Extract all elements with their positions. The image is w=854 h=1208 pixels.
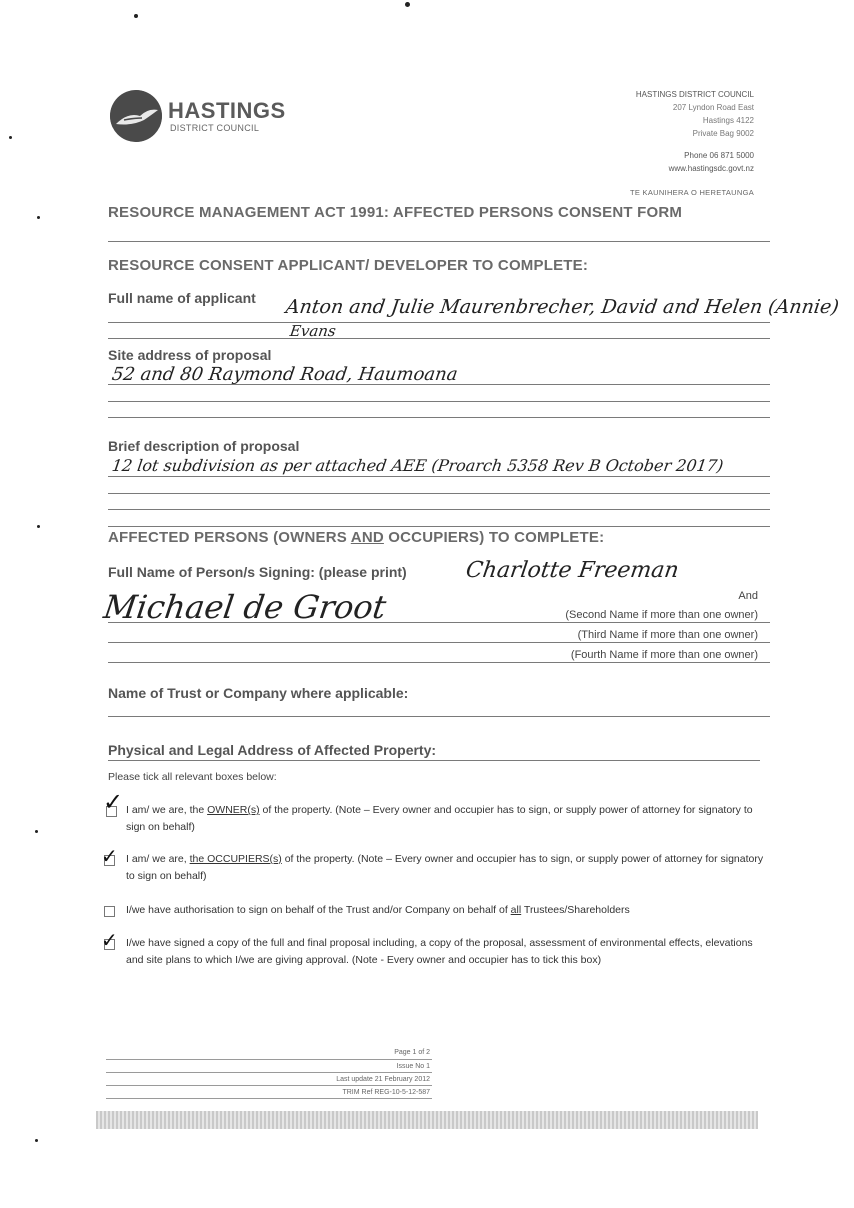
property-address-label: Physical and Legal Address of Affected Property: — [108, 742, 437, 758]
tick-instructions: Please tick all relevant boxes below: — [108, 771, 277, 783]
field-line — [108, 716, 770, 717]
second-name-caption: (Second Name if more than one owner) — [565, 609, 758, 621]
signer-signature[interactable]: Michael de Groot — [101, 588, 389, 626]
tick-mark-occupier: ✓ — [101, 844, 118, 868]
trust-option-text: I/we have authorisation to sign on behalf of the Trust and/or Company on behalf of all Trustees/Shareholders — [126, 904, 630, 916]
field-line — [108, 476, 770, 477]
scan-artifact-bar — [96, 1111, 758, 1129]
footer-updated: Last update 21 February 2012 — [336, 1076, 430, 1083]
divider — [108, 241, 770, 242]
field-line — [108, 417, 770, 418]
field-line — [108, 338, 770, 339]
council-contact — [636, 88, 754, 175]
applicant-name-value-cont[interactable]: Evans — [288, 322, 337, 340]
footer-line — [106, 1072, 432, 1073]
field-line — [108, 526, 770, 527]
applicant-section-heading: RESOURCE CONSENT APPLICANT/ DEVELOPER TO COMPLETE: — [108, 257, 589, 274]
scan-speck — [35, 1139, 38, 1142]
applicant-name-value[interactable]: Anton and Julie Maurenbrecher, David and Helen (Annie) — [284, 296, 841, 318]
field-line — [108, 662, 770, 663]
council-website: www.hastingsdc.govt.nz — [668, 164, 754, 173]
third-name-caption: (Third Name if more than one owner) — [577, 629, 758, 641]
tick-mark-owner: ✓ — [103, 788, 124, 816]
trust-authority-checkbox[interactable] — [104, 906, 115, 917]
logo-subtitle: DISTRICT COUNCIL — [170, 123, 260, 133]
field-line — [108, 493, 770, 494]
affected-section-heading: AFFECTED PERSONS (OWNERS AND OCCUPIERS) TO COMPLETE: — [108, 529, 605, 546]
scan-speck — [9, 136, 12, 139]
address-line: Private Bag 9002 — [692, 129, 754, 138]
logo-name: HASTINGS — [168, 98, 286, 123]
bird-icon — [110, 90, 162, 142]
owner-option-text: I am/ we are, the OWNER(s) of the property. (Note – Every owner and occupier has to sign, or supply power of attorney for signatory to sign on behalf) — [126, 804, 753, 833]
council-name: HASTINGS DISTRICT COUNCIL — [635, 90, 754, 99]
scan-speck — [405, 2, 410, 7]
council-logo — [110, 90, 162, 142]
scan-speck — [134, 14, 138, 18]
footer-issue: Issue No 1 — [396, 1063, 430, 1070]
footer-line — [106, 1085, 432, 1086]
footer-line — [106, 1059, 432, 1060]
description-value[interactable]: 12 lot subdivision as per attached AEE (Proarch 5358 Rev B October 2017) — [110, 456, 725, 475]
field-line — [108, 401, 770, 402]
site-address-label: Site address of proposal — [108, 347, 272, 363]
scan-speck — [35, 830, 38, 833]
field-line — [108, 322, 770, 323]
address-line: Hastings 4122 — [702, 116, 754, 125]
council-maori-name: TE KAUNIHERA O HERETAUNGA — [629, 188, 754, 197]
description-label: Brief description of proposal — [108, 438, 300, 454]
field-line — [108, 509, 770, 510]
occupier-option-text: I am/ we are, the OCCUPIERS(s) of the property. (Note – Every owner and occupier has to sign, or supply power of attorney for signatory to sign on behalf) — [126, 853, 764, 882]
field-line — [108, 760, 760, 761]
field-line — [108, 642, 770, 643]
field-line — [108, 622, 770, 623]
footer-page: Page 1 of 2 — [394, 1049, 430, 1056]
field-line — [108, 384, 770, 385]
scan-speck — [37, 525, 40, 528]
trust-label: Name of Trust or Company where applicable: — [108, 685, 409, 701]
and-underlined: AND — [350, 529, 384, 546]
fourth-name-caption: (Fourth Name if more than one owner) — [570, 649, 758, 661]
tick-mark-proposal: ✓ — [101, 928, 118, 952]
applicant-name-label: Full name of applicant — [108, 290, 256, 306]
and-label: And — [738, 590, 758, 602]
address-line: 207 Lyndon Road East — [672, 103, 754, 112]
signing-label: Full Name of Person/s Signing: (please print) — [108, 564, 407, 580]
footer-trim-ref: TRIM Ref REG-10-5-12-587 — [342, 1089, 430, 1096]
council-phone: Phone 06 871 5000 — [684, 151, 754, 160]
proposal-option-text: I/we have signed a copy of the full and final proposal including, a copy of the proposal, assessment of environmental effects, elevations and site plans to which I/we are giving approval. (Note - Every owner and occupier has to tick this box) — [126, 937, 753, 966]
site-address-value[interactable]: 52 and 80 Raymond Road, Haumoana — [110, 364, 459, 385]
scan-speck — [37, 216, 40, 219]
signer-name-1[interactable]: Charlotte Freeman — [464, 558, 681, 583]
footer-line — [106, 1098, 432, 1099]
form-title: RESOURCE MANAGEMENT ACT 1991: AFFECTED PERSONS CONSENT FORM — [108, 204, 683, 221]
